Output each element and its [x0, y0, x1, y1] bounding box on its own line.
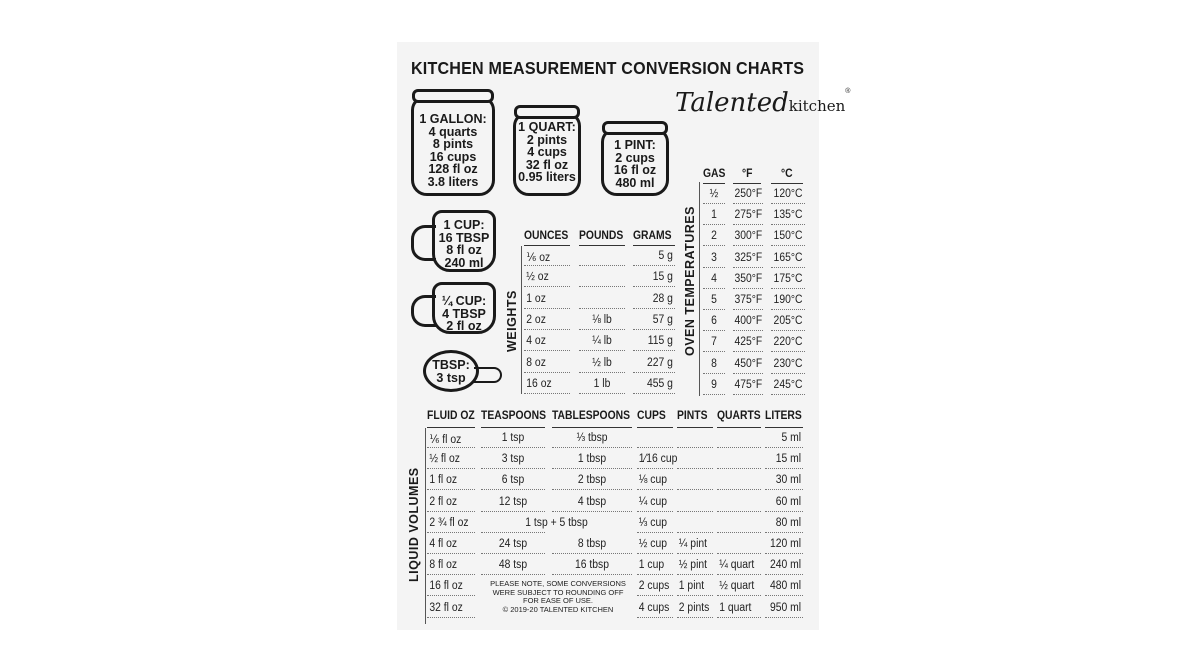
liquid-cell: 2 ¾ fl oz: [429, 516, 469, 529]
weights-cell: 28 g: [652, 292, 673, 305]
liquid-header: FLUID OZ: [427, 410, 475, 422]
row-divider: [765, 553, 803, 554]
row-divider: [481, 468, 545, 469]
liquid-cell: 2 cups: [638, 580, 670, 593]
liquid-cell: ¼ quart: [719, 559, 755, 572]
row-divider: [677, 447, 713, 448]
liquid-cell: 2 pints: [678, 601, 710, 614]
cup-text: [435, 213, 493, 269]
row-divider: [703, 330, 725, 331]
weights-header-pounds: POUNDS: [579, 230, 624, 242]
row-divider: [765, 511, 803, 512]
row-divider: [481, 553, 545, 554]
header-rule: [637, 427, 673, 428]
logo-word: kitchen: [788, 97, 846, 115]
row-divider: [481, 574, 545, 575]
row-divider: [733, 267, 763, 268]
liquid-cell: 2 tbsp: [577, 474, 607, 487]
oven-cell: 7: [711, 336, 717, 349]
row-divider: [677, 574, 713, 575]
row-divider: [579, 329, 625, 330]
header-rule: [524, 245, 570, 246]
liquid-header: TEASPOONS: [481, 410, 546, 422]
row-divider: [427, 489, 475, 490]
weights-cell: 5 g: [658, 250, 673, 262]
row-divider: [717, 617, 761, 618]
liquid-header: CUPS: [637, 410, 666, 422]
gallon-line: 4 quarts: [428, 124, 478, 139]
weights-cell: 455 g: [646, 377, 673, 390]
row-divider: [579, 372, 625, 373]
row-divider: [524, 329, 570, 330]
row-divider: [427, 574, 475, 575]
pint-jar-icon: [601, 128, 669, 196]
pint-line: 480 ml: [615, 175, 655, 190]
liquid-volumes-label: LIQUID VOLUMES: [407, 467, 421, 582]
row-divider: [552, 511, 632, 512]
oven-cell: 230°C: [773, 357, 803, 370]
header-rule: [771, 183, 803, 184]
row-divider: [481, 532, 545, 533]
liquid-cell: 240 ml: [770, 559, 802, 572]
row-divider: [703, 288, 725, 289]
row-divider: [552, 553, 632, 554]
liquid-cell: 24 tsp: [498, 538, 528, 550]
brand-logo: [675, 88, 850, 118]
header-rule: [677, 427, 713, 428]
weights-label: WEIGHTS: [505, 290, 519, 352]
weights-cell: ½ lb: [592, 356, 612, 369]
header-rule: [552, 427, 632, 428]
cup-line: 8 fl oz: [446, 243, 482, 257]
weights-cell: ½ oz: [526, 271, 549, 284]
row-divider: [703, 309, 725, 310]
row-divider: [524, 286, 570, 287]
liquid-cell: 1 quart: [719, 601, 752, 614]
tbsp-text: [426, 353, 476, 384]
row-divider: [771, 394, 805, 395]
liquid-cell: 12 tsp: [498, 495, 528, 508]
oven-cell: 400°F: [734, 315, 763, 328]
liquid-cell: 2 fl oz: [429, 495, 458, 508]
row-divider: [427, 553, 475, 554]
oven-cell: 190°C: [773, 294, 803, 306]
row-divider: [703, 373, 725, 374]
note-line: FOR EASE OF USE.: [522, 596, 593, 605]
oven-cell: 1: [711, 209, 717, 222]
quarter-cup-line: ¼ CUP:: [441, 294, 487, 308]
row-divider: [733, 330, 763, 331]
logo-mark: ®: [845, 88, 851, 95]
row-divider: [579, 286, 625, 287]
weights-cell: ¼ lb: [592, 335, 612, 348]
row-divider: [677, 617, 713, 618]
row-divider: [552, 574, 632, 575]
weights-cell: 57 g: [652, 313, 673, 326]
weights-cell: 1 lb: [593, 377, 611, 390]
oven-cell: 8: [711, 357, 717, 370]
oven-cell: 300°F: [734, 230, 763, 243]
weights-cell: 16 oz: [526, 377, 552, 390]
row-divider: [703, 394, 725, 395]
liquid-cell: 15 ml: [775, 453, 802, 466]
liquid-cell: 5 ml: [781, 432, 802, 444]
row-divider: [579, 265, 625, 266]
row-divider: [733, 373, 763, 374]
liquid-cell: ½ cup: [638, 538, 667, 550]
gallon-text: [414, 113, 492, 188]
row-divider: [552, 489, 632, 490]
row-divider: [717, 511, 761, 512]
row-divider: [677, 595, 713, 596]
row-divider: [427, 617, 475, 618]
liquid-cell: 30 ml: [775, 474, 802, 487]
oven-cell: 275°F: [734, 209, 763, 222]
weights-cell: 8 oz: [526, 356, 546, 369]
liquid-cell: ⅙ fl oz: [429, 434, 462, 446]
quarter-cup-line: 2 fl oz: [446, 319, 482, 333]
row-divider: [717, 553, 761, 554]
row-divider: [677, 532, 713, 533]
row-divider: [633, 286, 675, 287]
oven-cell: 2: [711, 230, 717, 243]
row-divider: [579, 393, 625, 394]
oven-cell: 135°C: [773, 209, 803, 222]
quart-line: 1 QUART:: [518, 120, 576, 134]
row-divider: [524, 350, 570, 351]
gallon-line: 128 fl oz: [428, 162, 478, 176]
weights-cell: 115 g: [647, 335, 673, 348]
liquid-header: PINTS: [677, 410, 708, 422]
pint-line: 2 cups: [615, 150, 655, 165]
tablespoon-icon: [423, 350, 479, 392]
row-divider: [703, 224, 725, 225]
row-divider: [771, 351, 805, 352]
liquid-header: QUARTS: [717, 410, 761, 422]
header-rule: [481, 427, 545, 428]
row-divider: [717, 574, 761, 575]
pint-line: 1 PINT:: [614, 138, 656, 152]
row-divider: [733, 203, 763, 204]
row-divider: [633, 372, 675, 373]
weights-cell: 227 g: [646, 356, 673, 369]
weights-cell: 1 oz: [526, 292, 546, 305]
row-divider: [733, 288, 763, 289]
oven-cell: 4: [711, 272, 717, 285]
conversion-chart-card: [397, 42, 851, 630]
tbsp-line: 3 tsp: [436, 370, 466, 385]
mug-handle: [411, 295, 436, 327]
row-divider: [633, 329, 675, 330]
header-rule: [717, 427, 761, 428]
cup-line: 240 ml: [444, 255, 484, 270]
weights-bracket: [521, 246, 522, 394]
liquid-cell: 4 tbsp: [577, 495, 607, 508]
copyright-line: © 2019-20 TALENTED KITCHEN: [502, 604, 614, 614]
header-rule: [703, 183, 725, 184]
liquid-cell: 6 tsp: [501, 474, 525, 487]
quarter-cup-mug-icon: [432, 282, 496, 334]
liquid-cell: 16 fl oz: [429, 580, 463, 593]
cup-mug-icon: [432, 210, 496, 272]
liquid-cell: ⅓ tbsp: [576, 432, 608, 444]
header-rule: [633, 245, 675, 246]
oven-cell: 5: [711, 294, 717, 306]
row-divider: [637, 468, 673, 469]
jar-lid: [514, 105, 580, 119]
row-divider: [579, 350, 625, 351]
row-divider: [771, 309, 805, 310]
weights-cell: 2 oz: [526, 313, 546, 326]
spoon-handle: [474, 367, 502, 383]
oven-cell: 9: [711, 378, 717, 391]
weights-cell: 15 g: [652, 271, 673, 284]
oven-cell: ½: [709, 188, 719, 200]
liquid-cell: 1 pint: [678, 580, 705, 593]
row-divider: [717, 489, 761, 490]
row-divider: [765, 468, 803, 469]
oven-cell: 120°C: [773, 188, 803, 200]
liquid-cell: 1⁄16 cup: [638, 453, 678, 466]
oven-cell: 175°C: [773, 272, 803, 285]
liquid-cell: ⅛ cup: [638, 474, 667, 487]
quarter-cup-line: 4 TBSP: [442, 306, 486, 321]
oven-header-gas: GAS: [703, 168, 726, 180]
row-divider: [552, 468, 632, 469]
header-rule: [765, 427, 803, 428]
quart-line: 2 pints: [526, 132, 568, 147]
row-divider: [765, 489, 803, 490]
row-divider: [765, 617, 803, 618]
row-divider: [524, 265, 570, 266]
oven-cell: 250°F: [734, 188, 763, 200]
oven-cell: 350°F: [734, 272, 763, 285]
weights-cell: ⅙ oz: [526, 252, 551, 264]
row-divider: [703, 245, 725, 246]
row-divider: [637, 553, 673, 554]
oven-cell: 205°C: [773, 315, 803, 328]
liquid-cell: 4 cups: [638, 601, 670, 614]
row-divider: [771, 330, 805, 331]
quart-line: 4 cups: [527, 145, 567, 159]
liquid-cell: 1 fl oz: [429, 474, 458, 487]
row-divider: [717, 447, 761, 448]
row-divider: [579, 308, 625, 309]
oven-cell: 150°C: [773, 230, 803, 243]
row-divider: [427, 468, 475, 469]
header-rule: [427, 427, 475, 428]
row-divider: [703, 351, 725, 352]
page-title: KITCHEN MEASUREMENT CONVERSION CHARTS: [411, 58, 805, 78]
oven-temperatures-label: OVEN TEMPERATURES: [683, 206, 697, 356]
row-divider: [637, 511, 673, 512]
liquid-cell: 16 tbsp: [575, 559, 609, 572]
row-divider: [427, 447, 475, 448]
row-divider: [481, 447, 545, 448]
liquid-cell: 60 ml: [775, 495, 802, 508]
weights-cell: ⅛ lb: [592, 313, 612, 326]
liquid-cell: ¼ cup: [638, 495, 667, 508]
liquid-bracket: [425, 428, 426, 624]
row-divider: [765, 447, 803, 448]
row-divider: [637, 532, 673, 533]
liquid-cell: ½ pint: [678, 559, 707, 572]
oven-header-f: °F: [742, 168, 753, 180]
row-divider: [771, 267, 805, 268]
row-divider: [733, 224, 763, 225]
oven-cell: 425°F: [734, 336, 763, 349]
row-divider: [481, 489, 545, 490]
row-divider: [637, 447, 673, 448]
row-divider: [771, 203, 805, 204]
liquid-cell: 80 ml: [775, 516, 802, 529]
quart-line: 0.95 liters: [518, 170, 576, 184]
row-divider: [524, 308, 570, 309]
gallon-line: 1 GALLON:: [419, 112, 487, 126]
row-divider: [733, 351, 763, 352]
liquid-cell: 1 tsp + 5 tbsp: [525, 516, 588, 529]
quarter-cup-text: [435, 285, 493, 333]
oven-bracket: [699, 182, 700, 396]
oven-cell: 475°F: [734, 378, 763, 391]
pint-line: 16 fl oz: [613, 163, 657, 177]
liquid-cell: ½ fl oz: [429, 453, 460, 466]
liquid-cell: 480 ml: [770, 580, 802, 593]
oven-cell: 325°F: [734, 251, 763, 264]
row-divider: [633, 393, 675, 394]
row-divider: [771, 373, 805, 374]
liquid-header: LITERS: [765, 410, 802, 422]
quart-jar-icon: [513, 112, 581, 196]
row-divider: [637, 574, 673, 575]
row-divider: [677, 468, 713, 469]
row-divider: [637, 617, 673, 618]
row-divider: [733, 309, 763, 310]
quart-line: 32 fl oz: [525, 157, 569, 172]
rounding-note: [483, 580, 633, 614]
liquid-cell: 48 tsp: [498, 559, 528, 572]
row-divider: [765, 595, 803, 596]
jar-lid: [602, 121, 668, 135]
liquid-cell: 8 tbsp: [577, 538, 607, 550]
row-divider: [771, 288, 805, 289]
oven-cell: 450°F: [734, 357, 763, 370]
row-divider: [771, 224, 805, 225]
liquid-cell: 32 fl oz: [429, 601, 463, 614]
oven-cell: 220°C: [773, 336, 803, 349]
gallon-jar-icon: [411, 96, 495, 196]
header-rule: [733, 183, 761, 184]
oven-cell: 165°C: [773, 251, 803, 264]
quart-text: [516, 121, 578, 184]
weights-cell: 4 oz: [526, 335, 546, 348]
liquid-cell: 8 fl oz: [429, 559, 458, 572]
row-divider: [733, 245, 763, 246]
liquid-cell: ¼ pint: [678, 538, 707, 550]
liquid-cell: 1 tbsp: [577, 453, 607, 466]
liquid-cell: ½ quart: [719, 580, 755, 593]
row-divider: [717, 532, 761, 533]
row-divider: [637, 489, 673, 490]
oven-cell: 6: [711, 315, 717, 328]
row-divider: [677, 553, 713, 554]
row-divider: [427, 532, 475, 533]
liquid-cell: 1 tsp: [501, 432, 525, 444]
gallon-line: 16 cups: [429, 149, 477, 164]
weights-header-grams: GRAMS: [633, 230, 672, 242]
gallon-line: 3.8 liters: [427, 174, 479, 189]
row-divider: [765, 532, 803, 533]
oven-header-c: °C: [781, 168, 793, 180]
pint-text: [604, 139, 666, 189]
oven-cell: 375°F: [734, 294, 763, 306]
liquid-cell: 3 tsp: [501, 453, 525, 466]
row-divider: [552, 447, 632, 448]
oven-cell: 245°C: [773, 378, 803, 391]
liquid-cell: 1 cup: [638, 559, 665, 572]
logo-script: Talented: [675, 88, 789, 118]
liquid-cell: 4 fl oz: [429, 538, 458, 550]
jar-lid: [412, 89, 494, 103]
note-line: WERE SUBJECT TO ROUNDING OFF: [492, 587, 624, 597]
row-divider: [524, 393, 570, 394]
mug-handle: [411, 225, 436, 261]
row-divider: [427, 595, 475, 596]
row-divider: [717, 595, 761, 596]
tbsp-line: TBSP:: [432, 358, 470, 372]
liquid-cell: ⅓ cup: [638, 516, 667, 529]
row-divider: [633, 350, 675, 351]
row-divider: [765, 574, 803, 575]
oven-cell: 3: [711, 251, 717, 264]
row-divider: [717, 468, 761, 469]
cup-line: 16 TBSP: [438, 230, 490, 245]
row-divider: [733, 394, 763, 395]
row-divider: [427, 511, 475, 512]
row-divider: [633, 308, 675, 309]
note-line: PLEASE NOTE, SOME CONVERSIONS: [490, 579, 626, 588]
gallon-line: 8 pints: [432, 137, 474, 151]
liquid-cell: 950 ml: [770, 601, 802, 614]
liquid-header: TABLESPOONS: [552, 410, 631, 422]
row-divider: [771, 245, 805, 246]
row-divider: [637, 595, 673, 596]
header-rule: [579, 245, 625, 246]
row-divider: [481, 511, 545, 512]
row-divider: [633, 265, 675, 266]
row-divider: [677, 489, 713, 490]
row-divider: [703, 267, 725, 268]
row-divider: [677, 511, 713, 512]
liquid-cell: 120 ml: [770, 538, 802, 550]
row-divider: [524, 372, 570, 373]
cup-line: 1 CUP:: [443, 218, 485, 232]
row-divider: [703, 203, 725, 204]
weights-header-ounces: OUNCES: [524, 230, 569, 242]
